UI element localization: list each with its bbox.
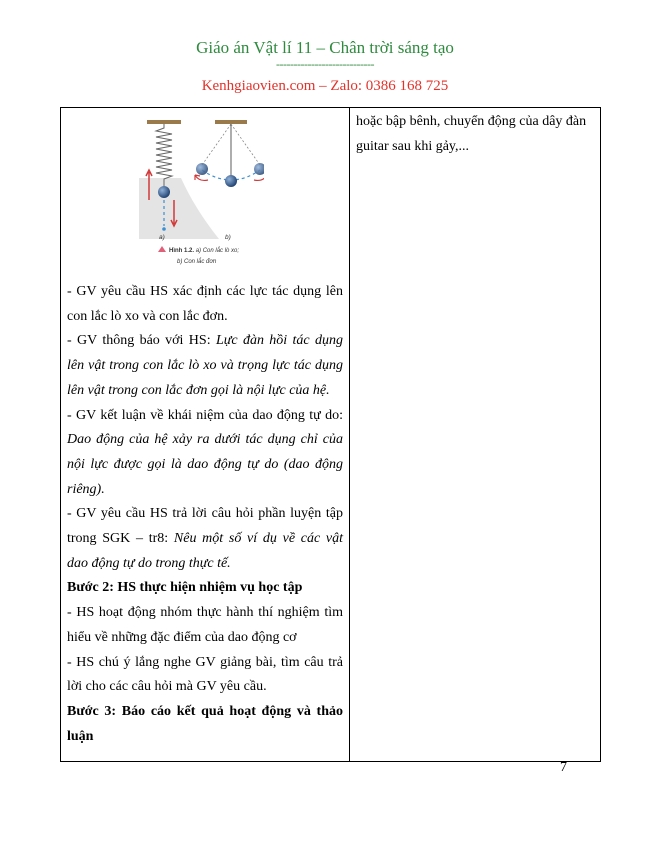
pendulum-string-right (231, 124, 260, 165)
step-2-heading: Bước 2: HS thực hiện nhiệm vụ học tập (67, 580, 303, 596)
paragraph-task-forces: - GV yêu cầu HS xác định các lực tác dụng lên con lắc lò xo và con lắc đơn. (67, 284, 343, 324)
paragraph-listen: - HS chú ý lắng nghe GV giảng bài, tìm câu trả lời cho các câu hỏi mà GV yêu cầu. (67, 654, 343, 695)
pendulum-figure (139, 114, 264, 266)
spring-coil (156, 124, 172, 186)
pendulum-ball-left (196, 163, 208, 175)
caption-triangle-icon (158, 246, 166, 252)
paragraph-free-oscillation: - GV kết luận về khái niệm của dao động tự do: Dao động của hệ xảy ra dưới tác dụng chỉ của nội lực được gọi là dao động tự do (dao động riêng). (67, 407, 343, 497)
page-number: 7 (560, 760, 567, 775)
spring-dot (162, 227, 166, 231)
paragraph-internal-force: - GV thông báo với HS: Lực đàn hồi tác dụng lên vật trong con lắc lò xo và trọng lực tác dụng lên vật trong con lắc đơn gọi là nội lực của hệ. (67, 333, 344, 398)
right-text-block: hoặc bập bênh, chuyển động của dây đàn guitar sau khi gảy,... (356, 114, 587, 154)
pendulum-arrow-left (195, 175, 208, 180)
content-table (60, 107, 601, 762)
pendulum-support (215, 120, 247, 124)
header-subtitle: Kenhgiaovien.com – Zalo: 0386 168 725 (201, 78, 449, 94)
paragraph-practice-question: - GV yêu cầu HS trả lời câu hỏi phần luyện tập trong SGK – tr8: Nêu một số ví dụ về các vật dao động tự do trong thực tế. (67, 506, 344, 571)
pendulum-arrow-right (254, 175, 264, 180)
step-3-heading: Bước 3: Báo cáo kết quả hoạt động và thảo luận (67, 703, 343, 744)
figure-caption-line2: b) Con lắc đơn (177, 259, 217, 265)
header-title: Giáo án Vật lí 11 – Chân trời sáng tạo (196, 38, 454, 57)
right-column (350, 108, 600, 761)
left-column (61, 108, 350, 761)
figure-caption-line1: Hình 1.2. a) Con lắc lò xo; (169, 248, 240, 254)
figure-label-b: b) (225, 234, 231, 241)
pendulum-string-left (202, 124, 231, 165)
header-rule: ---------------------------- (276, 57, 374, 71)
figure-label-a: a) (159, 234, 165, 241)
spring-ball (158, 186, 170, 198)
figure-background (139, 178, 219, 239)
left-text-block (67, 280, 343, 749)
paragraph-group-experiment: - HS hoạt động nhóm thực hành thí nghiệm tìm hiểu về những đặc điểm của dao động cơ (67, 605, 343, 645)
spring-support (147, 120, 181, 124)
pendulum-ball-center (225, 175, 237, 187)
